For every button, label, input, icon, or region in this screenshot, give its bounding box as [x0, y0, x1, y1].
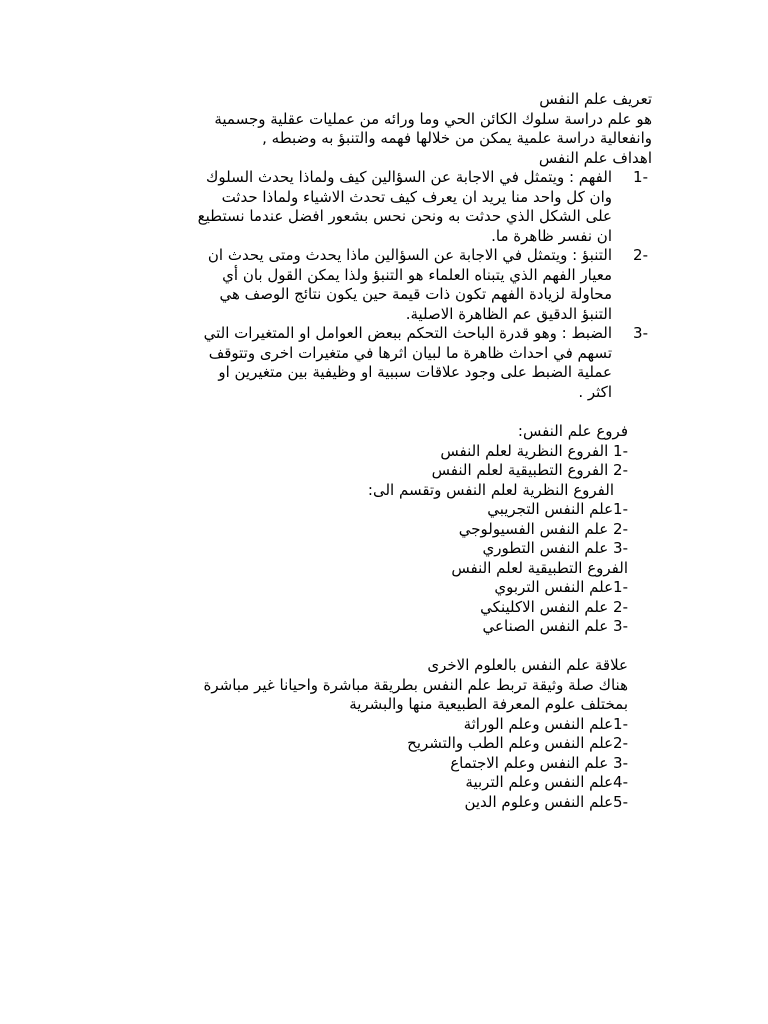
definition-title: تعريف علم النفس [539, 90, 652, 108]
goals-title: اهداف علم النفس [538, 148, 652, 167]
theoretical-branch-item: -2 علم النفس الفسيولوجي [458, 519, 628, 538]
intro-section [12, 90, 652, 168]
applied-branch-item: -3 علم النفس الصناعي [482, 617, 628, 635]
theoretical-branch-item: -1علم النفس التجريبي [487, 500, 628, 518]
goal-item [0, 168, 648, 248]
goal-item [0, 324, 648, 404]
goal-line: اكثر . [578, 382, 612, 401]
definition-line: هو علم دراسة سلوك الكائن الحي وما ورائه من عمليات عقلية وجسمية [214, 109, 652, 128]
applied-branches-title: الفروع التطبيقية لعلم النفس [451, 558, 628, 577]
theoretical-branch-item: -3 علم النفس التطوري [482, 539, 628, 557]
goal-line: تسهم في احداث ظاهرة ما لبيان اثرها في متغيرات اخرى وتتوقف [208, 343, 612, 362]
goal-line: محاولة لزيادة الفهم تكون ذات قيمة حين يكون نتائج الوصف هي [219, 285, 612, 303]
goal-line: الفهم : ويتمثل في الاجابة عن السؤالين كيف ولماذا يحدث السلوك [206, 168, 612, 186]
goal-line: وان كل واحد منا يريد ان يعرف كيف تحدث الاشياء ولماذا حدثت [221, 187, 612, 206]
theoretical-branches-title: الفروع النظرية لعلم النفس وتقسم الى: [367, 480, 614, 499]
goal-line: معيار الفهم الذي يتبناه العلماء هو التنبؤ ولذا يمكن القول بان أي [222, 265, 612, 284]
branches-item: -1 الفروع النظرية لعلم النفس [440, 441, 628, 460]
goal-line: عملية الضبط على وجود علاقات سببية او وظيفية بين متغيرين او [218, 363, 612, 381]
branches-item: -2 الفروع التطبيقية لعلم النفس [431, 461, 628, 479]
relations-title: علاقة علم النفس بالعلوم الاخرى [427, 656, 628, 674]
goal-line: التنبؤ الدقيق عم الظاهرة الاصلية. [405, 304, 612, 323]
goal-number: -3 [633, 324, 648, 342]
goal-line: الضبط : وهو قدرة الباحث التحكم ببعض العوامل او المتغيرات التي [203, 324, 612, 342]
goal-line: ان نفسر ظاهرة ما. [491, 226, 612, 245]
branches-title: فروع علم النفس: [517, 422, 628, 440]
applied-branch-item: -1علم النفس التربوي [494, 578, 628, 596]
relations-section [0, 656, 628, 812]
relations-text-line: بمختلف علوم المعرفة الطبيعية منها والبشرية [349, 695, 628, 713]
goal-line: التنبؤ : ويتمثل في الاجابة عن السؤالين ماذا يحدث ومتى يحدث ان [207, 246, 612, 264]
branches-section [8, 422, 628, 637]
definition-line: وانفعالية دراسة علمية يمكن من خلالها فهمه والتنبؤ به وضبطه , [262, 129, 652, 147]
relations-item: -5علم النفس وعلوم الدين [464, 792, 628, 811]
applied-branch-item: -2 علم النفس الاكلينكي [480, 597, 628, 616]
relations-item: -4علم النفس وعلم التربية [465, 773, 628, 791]
goal-number: -2 [633, 246, 648, 264]
goal-number: -1 [633, 168, 648, 186]
relations-item: -2علم النفس وعلم الطب والتشريح [407, 734, 628, 752]
relations-text-line: هناك صلة وثيقة تربط علم النفس بطريقة مباشرة واحيانا غير مباشرة [203, 675, 628, 694]
relations-item: -3 علم النفس وعلم الاجتماع [450, 753, 628, 772]
goal-line: على الشكل الذي حدثت به ونحن نحس بشعور افضل عندما نستطيع [197, 207, 612, 225]
goal-item [0, 246, 648, 326]
relations-item: -1علم النفس وعلم الوراثة [463, 714, 628, 733]
